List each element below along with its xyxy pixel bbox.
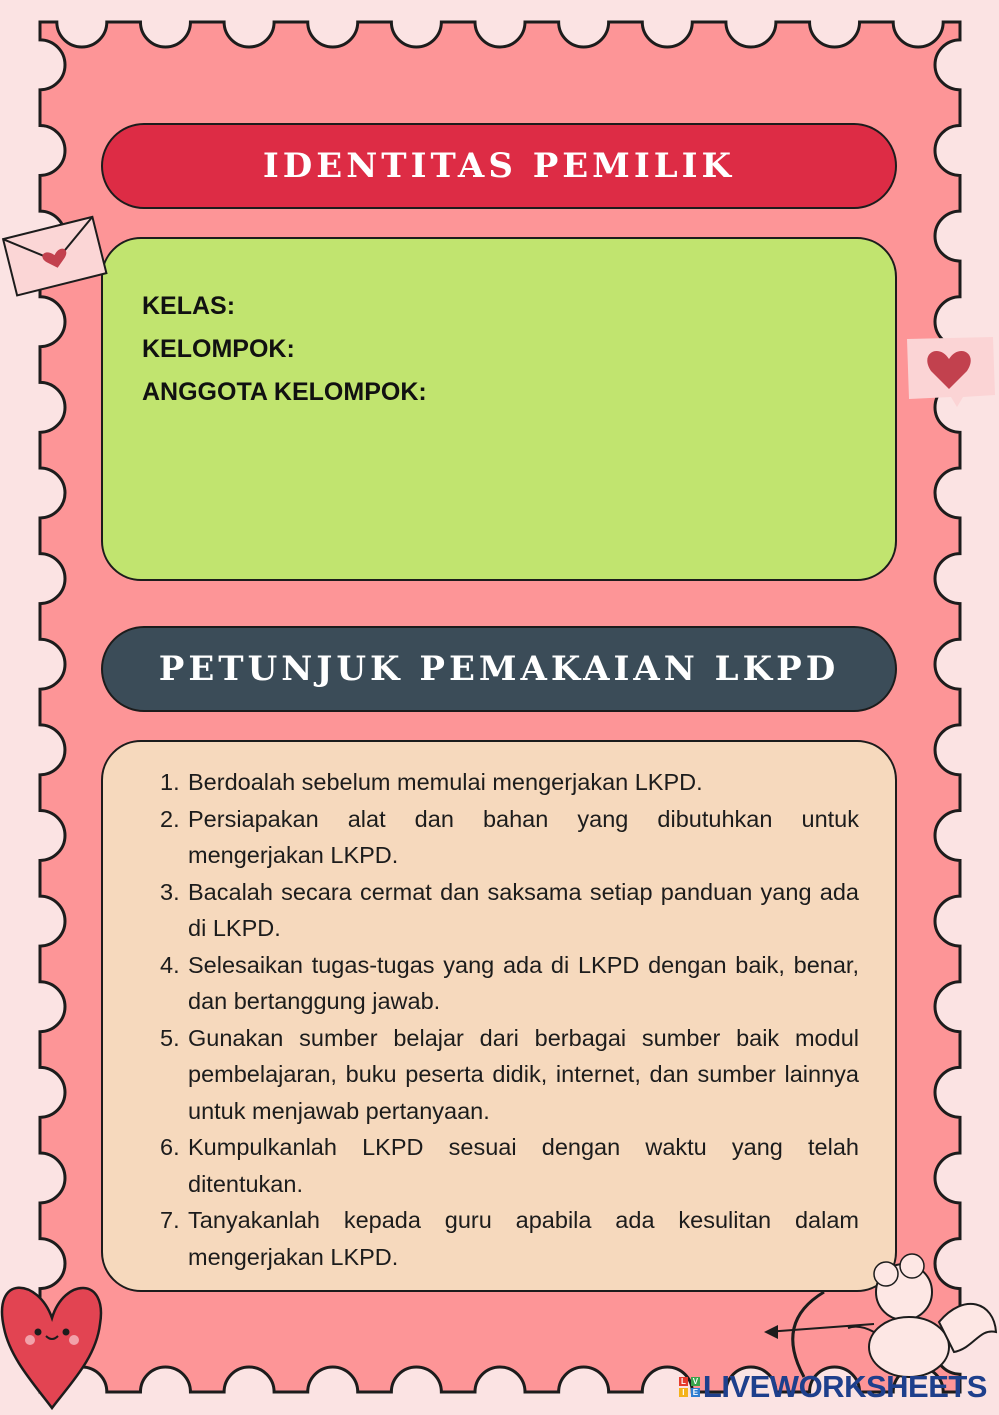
identity-box — [101, 237, 897, 581]
field-kelompok: KELOMPOK: — [142, 335, 295, 363]
brand-mark: L I — [679, 1376, 688, 1398]
instructions-box — [101, 740, 897, 1292]
field-anggota-kelompok: ANGGOTA KELOMPOK: — [142, 378, 427, 406]
instruction-item: 4. Selesaikan tugas-tugas yang ada di LKPD dengan baik, benar, dan bertanggung jawab. — [160, 951, 859, 1014]
instruction-item: 6. Kumpulkanlah LKPD sesuai dengan waktu yang telah ditentukan. — [160, 1134, 859, 1197]
instruction-item: 5. Gunakan sumber belajar dari berbagai sumber baik modul pembelajaran, buku peserta didik, internet, dan sumber lainnya untuk menjawab pertanyaan. — [160, 1024, 859, 1124]
liveworksheets-brand — [679, 1369, 987, 1405]
instruction-item: 2. Persiapakan alat dan bahan yang dibutuhkan untuk mengerjakan LKPD. — [160, 805, 859, 868]
cupid-icon — [764, 1252, 999, 1382]
smiling-heart-icon — [0, 1268, 106, 1415]
field-kelas: KELAS: — [142, 292, 236, 320]
identitas-title: IDENTITAS PEMILIK — [101, 123, 897, 209]
envelope-icon — [0, 205, 110, 300]
petunjuk-title: PETUNJUK PEMAKAIAN LKPD — [101, 626, 897, 712]
brand-mark: V E — [692, 1377, 699, 1397]
instruction-item: 3. Bacalah secara cermat dan saksama setiap panduan yang ada di LKPD. — [160, 878, 859, 941]
instruction-item: 1. Berdoalah sebelum memulai mengerjakan LKPD. — [160, 769, 703, 795]
heart-note-icon — [901, 333, 999, 408]
instruction-item: 7. Tanyakanlah kepada guru apabila ada kesulitan dalam mengerjakan LKPD. — [160, 1207, 859, 1270]
instruction-list — [160, 764, 859, 1275]
brand-text: LIVEWORKSHEETS — [702, 1369, 987, 1404]
